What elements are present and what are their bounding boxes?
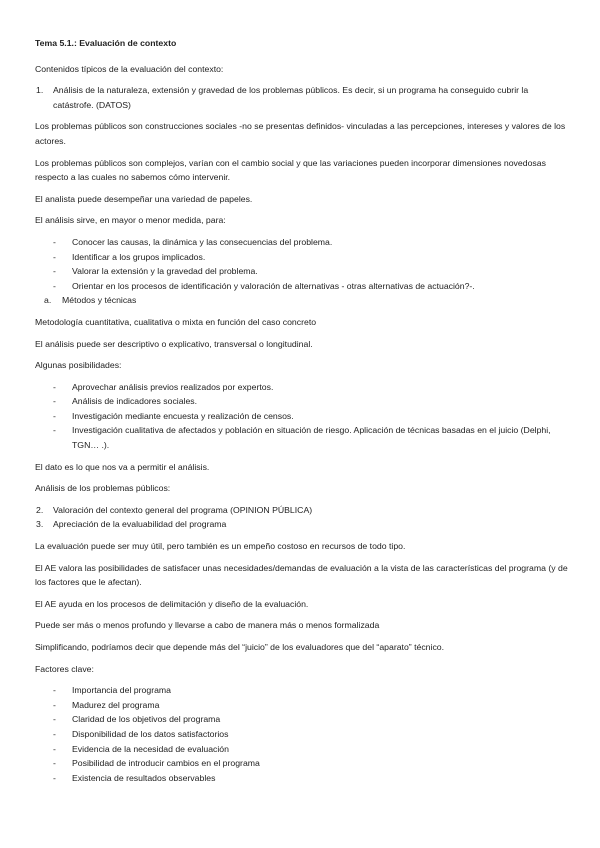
list-item-text: Madurez del programa	[72, 699, 160, 710]
item-text: Valoración del contexto general del programa (OPINION PÚBLICA)	[53, 504, 313, 515]
numbered-item-3	[35, 517, 570, 532]
paragraph-ae-ayuda: El AE ayuda en los procesos de delimitación y diseño de la evaluación.	[35, 598, 309, 609]
list-item	[35, 756, 570, 771]
paragraph-ae-valora: El AE valora las posibilidades de satisfacer unas necesidades/demandas de evaluación a la vista de las características del programa (y de los factores que le afectan).	[35, 562, 568, 588]
dash-marker: -	[53, 425, 56, 436]
dash-marker: -	[53, 251, 56, 262]
item-number: 1.	[36, 85, 44, 96]
list-item-text: Análisis de indicadores sociales.	[72, 396, 198, 407]
paragraph-evaluacion-util: La evaluación puede ser muy útil, pero también es un empeño costoso en recursos de todo tipo.	[35, 541, 406, 552]
item-text: Apreciación de la evaluabilidad del programa	[53, 519, 227, 530]
list-item	[35, 235, 570, 250]
list-item-text: Aprovechar análisis previos realizados por expertos.	[72, 381, 274, 392]
dash-marker: -	[53, 714, 56, 725]
list-item-text: Disponibilidad de los datos satisfactorios	[72, 728, 229, 739]
lettered-item-a	[35, 293, 570, 308]
dash-marker: -	[53, 381, 56, 392]
list-item	[35, 380, 570, 395]
list-analisis-sirve	[35, 235, 570, 293]
paragraph-descriptivo: El análisis puede ser descriptivo o explicativo, transversal o longitudinal.	[35, 338, 313, 349]
list-item-text: Claridad de los objetivos del programa	[72, 714, 221, 725]
list-item	[35, 727, 570, 742]
list-item	[35, 698, 570, 713]
dash-marker: -	[53, 699, 56, 710]
list-item-text: Investigación cualitativa de afectados y población en situación de riesgo. Aplicación de técnicas basadas en el juicio (Delphi, TGN… .).	[72, 425, 551, 451]
list-item-text: Posibilidad de introducir cambios en el programa	[72, 758, 260, 769]
paragraph-analisis-sirve: El análisis sirve, en mayor o menor medida, para:	[35, 215, 226, 226]
paragraph-dato: El dato es lo que nos va a permitir el análisis.	[35, 461, 210, 472]
dash-marker: -	[53, 772, 56, 783]
list-item	[35, 279, 570, 294]
paragraph-algunas: Algunas posibilidades:	[35, 360, 122, 371]
page-title: Tema 5.1.: Evaluación de contexto	[35, 38, 177, 48]
list-item-text: Conocer las causas, la dinámica y las consecuencias del problema.	[72, 236, 333, 247]
paragraph-metodologia: Metodología cuantitativa, cualitativa o mixta en función del caso concreto	[35, 316, 317, 327]
item-text: Métodos y técnicas	[62, 295, 137, 306]
item-letter: a.	[44, 295, 52, 306]
item-number: 2.	[36, 504, 44, 515]
list-item	[35, 264, 570, 279]
dash-marker: -	[53, 728, 56, 739]
item-text: Análisis de la naturaleza, extensión y gravedad de los problemas públicos. Es decir, si un programa ha conseguido cubrir la catástrofe. (DATOS)	[53, 85, 529, 110]
list-item	[35, 683, 570, 698]
list-posibilidades	[35, 380, 570, 453]
list-item	[35, 409, 570, 424]
list-item-text: Evidencia de la necesidad de evaluación	[72, 743, 229, 754]
list-item-text: Identificar a los grupos implicados.	[72, 251, 206, 262]
paragraph-simplificando: Simplificando, podríamos decir que depende más del “juicio” de los evaluadores que del “aparato” técnico.	[35, 642, 445, 652]
paragraph-profundo: Puede ser más o menos profundo y llevarse a cabo de manera más o menos formalizada	[35, 620, 380, 631]
paragraph-contenidos: Contenidos típicos de la evaluación del contexto:	[35, 63, 224, 74]
dash-marker: -	[53, 266, 56, 277]
list-factores	[35, 683, 570, 785]
numbered-item-1	[35, 83, 570, 112]
list-item	[35, 742, 570, 757]
list-item	[35, 250, 570, 265]
list-item	[35, 423, 570, 452]
list-item	[35, 712, 570, 727]
item-number: 3.	[36, 519, 44, 530]
paragraph-analista: El analista puede desempeñar una variedad de papeles.	[35, 193, 253, 204]
list-item	[35, 771, 570, 786]
dash-marker: -	[53, 396, 56, 407]
list-item-text: Valorar la extensión y la gravedad del problema.	[72, 266, 258, 277]
list-item-text: Existencia de resultados observables	[72, 772, 216, 783]
dash-marker: -	[53, 743, 56, 754]
paragraph-construcciones: Los problemas públicos son construcciones sociales -no se presentas definidos- vinculadas a las percepciones, intereses y valores de los actores.	[35, 121, 566, 146]
dash-marker: -	[53, 685, 56, 696]
paragraph-complejos: Los problemas públicos son complejos, varían con el cambio social y que las variaciones pueden incorporar dimensiones novedosas respecto a las cuales no sabemos cómo intervenir.	[35, 157, 546, 183]
numbered-item-2	[35, 503, 570, 518]
paragraph-factores: Factores clave:	[35, 663, 94, 674]
list-item-text: Orientar en los procesos de identificación y valoración de alternativas - otras alternativas de actuación?-.	[72, 280, 475, 291]
paragraph-analisis-problemas: Análisis de los problemas públicos:	[35, 483, 171, 494]
dash-marker: -	[53, 280, 56, 291]
dash-marker: -	[53, 758, 56, 769]
list-item	[35, 394, 570, 409]
dash-marker: -	[53, 236, 56, 247]
list-item-text: Investigación mediante encuesta y realización de censos.	[72, 410, 294, 421]
dash-marker: -	[53, 410, 56, 421]
list-item-text: Importancia del programa	[72, 685, 171, 696]
